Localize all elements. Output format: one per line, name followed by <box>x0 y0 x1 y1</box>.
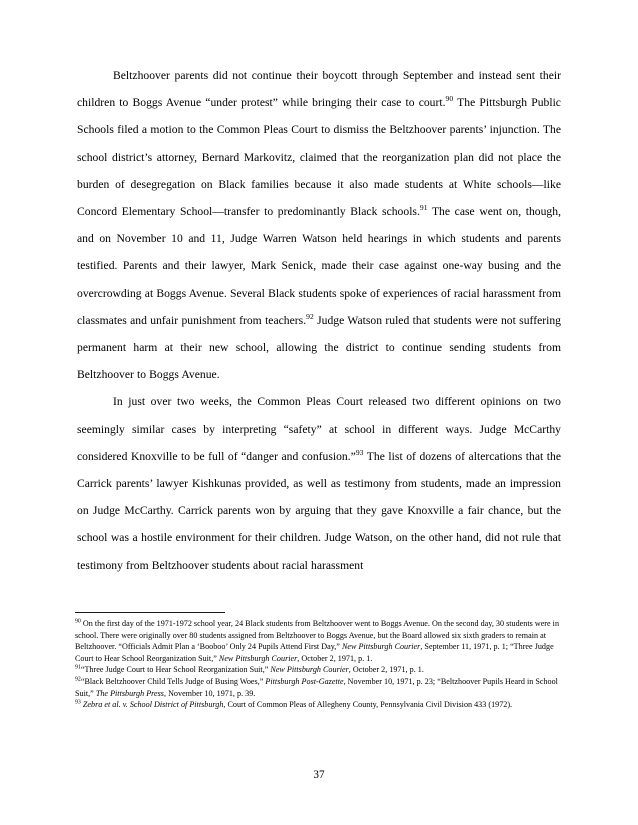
italic-title: Pittsburgh Post-Gazette <box>265 676 344 686</box>
italic-title: The Pittsburgh Press <box>95 688 164 698</box>
italic-title: New Pittsburgh Courier <box>341 642 421 652</box>
footnote-entry: $^{93}$ Zebra et al. v. School District of Pittsburgh, Court of Common Pleas of Allegheny County, Pennsylvania Civil Division 433 (1972). <box>75 699 513 710</box>
footnote-reference-marker[interactable]: 90 <box>445 94 454 104</box>
footnote-entry: $^{92}$“Black Beltzhoover Child Tells Judge of Busing Woes,” Pittsburgh Post-Gazette, November 10, 1971, p. 23; “Beltzhoover Pupils Heard in School Suit,” The Pittsburgh Press, November 10, 1971, p. 39. <box>75 676 558 698</box>
body-text-area <box>77 62 561 579</box>
footnote-number: 90 <box>75 618 81 625</box>
italic-title: New Pittsburgh Courier <box>270 665 349 675</box>
footnote-separator-rule <box>75 612 225 613</box>
footnote-reference-marker[interactable]: 92 <box>306 311 314 321</box>
page-number: 37 <box>313 769 325 781</box>
footnote-area <box>75 612 565 711</box>
footnote-reference-marker[interactable]: 91 <box>419 203 428 213</box>
body-paragraph: In just over two weeks, the Common Pleas Court released two different opinions on two seemingly similar cases by interpreting “safety” at school in different ways. Judge McCarthy considered Knoxville to be full of “danger and confusion.”$^{93}$ The list of dozens of altercations that the Carrick parents’ lawyer Kishkunas provided, as well as testimony from students, made an impression on Judge McCarthy. Carrick parents won by arguing that they gave Knoxville a fair chance, but the school was a hostile environment for their children. Judge Watson, on the other hand, did not rule that testimony from Beltzhoover students about racial harassment <box>77 395 561 572</box>
footnote-number: 93 <box>75 699 81 706</box>
footnote-entry: $^{90}$ On the first day of the 1971-1972 school year, 24 Black students from Beltzhoover went to Boggs Avenue. On the second day, 30 students were in school. There were originally over 80 students assigned from Beltzhoover to Boggs Avenue, but the Board allowed six sixth graders to remain at Beltzhoover. “Officials Admit Plan a ‘Booboo’ Only 24 Pupils Attend First Day,” New Pittsburgh Courier, September 11, 1971, p. 1; “Three Judge Court to Hear School Reorganization Suit,” New Pittsburgh Courier, October 2, 1971, p. 1. <box>75 618 560 663</box>
footnote-number: 91 <box>75 664 81 671</box>
footnote-entry: $^{91}$“Three Judge Court to Hear School Reorganization Suit,” New Pittsburgh Courier, October 2, 1971, p. 1. <box>75 664 424 675</box>
footnote-reference-marker[interactable]: 93 <box>355 447 364 457</box>
footnote-number: 92 <box>75 676 81 683</box>
body-paragraph: Beltzhoover parents did not continue their boycott through September and instead sent their children to Boggs Avenue “under protest” while bringing their case to court.$^{90}$ The Pittsburgh Public Schools filed a motion to the Common Pleas Court to dismiss the Beltzhoover parents’ injunction. The school district’s attorney, Bernard Markovitz, claimed that the reorganization plan did not place the burden of desegregation on Black families because it also made students at White schools—like Concord Elementary School—transfer to predominantly Black schools.$^{91}$ The case went on, though, and on November 10 and 11, Judge Warren Watson held hearings in which students and parents testified. Parents and their lawyer, Mark Senick, made their case against one-way busing and the overcrowding at Boggs Avenue. Several Black students spoke of experiences of racial harassment from classmates and unfair punishment from teachers.$^{92}$ Judge Watson ruled that students were not suffering permanent harm at their new school, allowing the district to continue sending students from Beltzhoover to Boggs Avenue. <box>77 69 561 382</box>
italic-title: New Pittsburgh Courier <box>218 653 298 663</box>
italic-title: Zebra et al. v. School District of Pittsburgh <box>80 700 224 710</box>
